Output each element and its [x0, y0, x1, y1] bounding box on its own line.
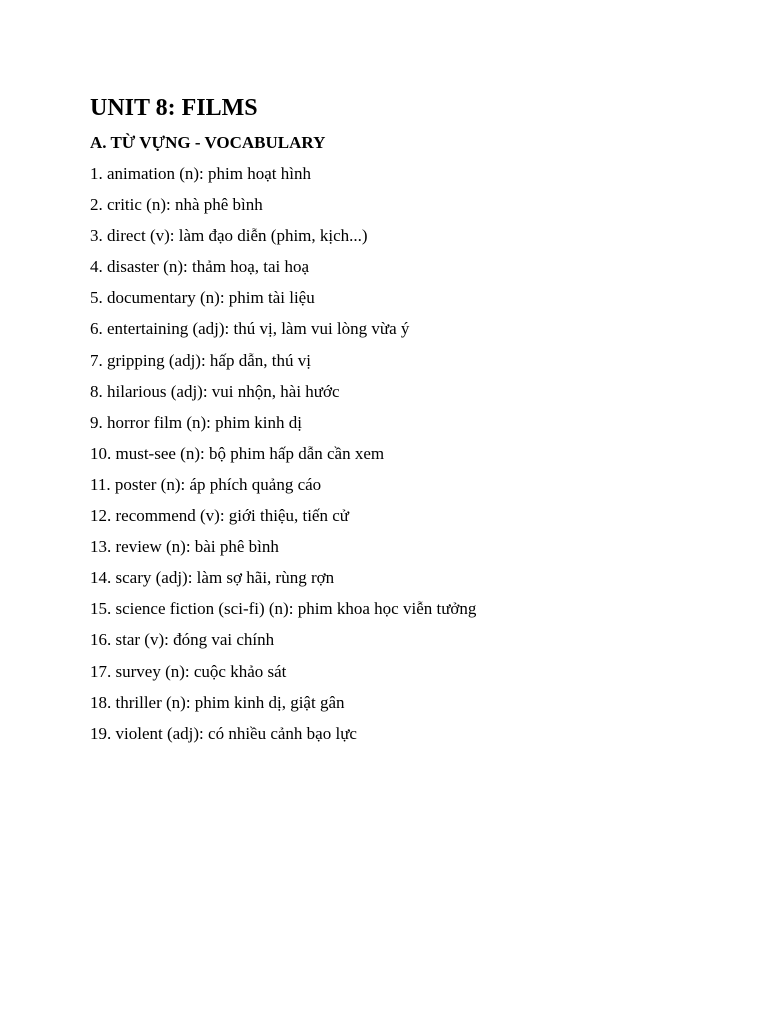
- vocabulary-item: 7. gripping (adj): hấp dẫn, thú vị: [90, 350, 311, 370]
- vocabulary-item: 5. documentary (n): phim tài liệu: [90, 288, 315, 308]
- vocabulary-section-heading: A. TỪ VỰNG - VOCABULARY: [90, 133, 326, 152]
- vocabulary-item: 15. science fiction (sci-fi) (n): phim khoa học viễn tưởng: [90, 599, 477, 619]
- vocabulary-item: 14. scary (adj): làm sợ hãi, rùng rợn: [90, 568, 335, 588]
- vocabulary-item: 4. disaster (n): thảm hoạ, tai hoạ: [90, 257, 310, 277]
- vocabulary-item: 13. review (n): bài phê bình: [90, 537, 279, 557]
- vocabulary-item: 8. hilarious (adj): vui nhộn, hài hước: [90, 381, 340, 401]
- vocabulary-item: 18. thriller (n): phim kinh dị, giật gân: [90, 692, 345, 712]
- vocabulary-item: 3. direct (v): làm đạo diễn (phim, kịch...): [90, 226, 368, 246]
- vocabulary-item: 12. recommend (v): giới thiệu, tiến cử: [90, 506, 349, 526]
- vocabulary-item: 10. must-see (n): bộ phim hấp dẫn cần xem: [90, 443, 385, 463]
- vocabulary-list: [90, 158, 710, 749]
- unit-title: UNIT 8: FILMS: [90, 95, 258, 121]
- vocabulary-item: 19. violent (adj): có nhiều cảnh bạo lực: [90, 723, 357, 743]
- vocabulary-item: 6. entertaining (adj): thú vị, làm vui lòng vừa ý: [90, 319, 410, 339]
- document-content: [90, 92, 710, 749]
- vocabulary-item: 9. horror film (n): phim kinh dị: [90, 412, 303, 432]
- vocabulary-item: 2. critic (n): nhà phê bình: [90, 195, 263, 215]
- vocabulary-item: 1. animation (n): phim hoạt hình: [90, 164, 311, 183]
- vocabulary-item: 17. survey (n): cuộc khảo sát: [90, 661, 287, 681]
- vocabulary-item: 16. star (v): đóng vai chính: [90, 630, 275, 650]
- vocabulary-item: 11. poster (n): áp phích quảng cáo: [90, 474, 322, 494]
